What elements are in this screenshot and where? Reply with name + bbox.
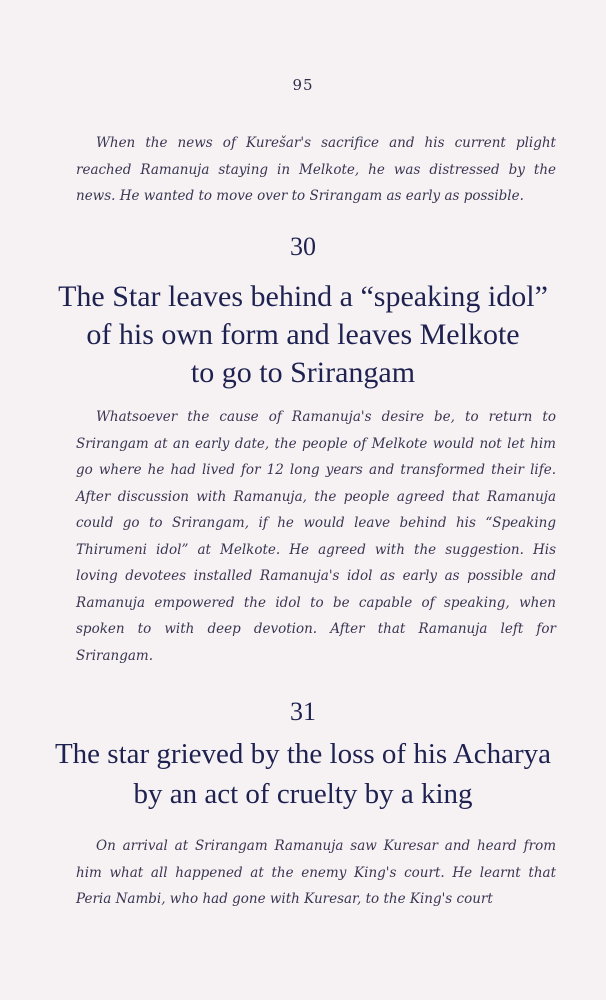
chapter-31-number: 31 <box>290 697 316 726</box>
chapter-30-title-line-3: to go to Srirangam <box>190 356 416 389</box>
chapter-30-number: 30 <box>290 232 316 261</box>
page-number: 95 <box>292 76 314 94</box>
chapter-30-title-line-2: of his own form and leaves Melkote <box>86 318 520 351</box>
chapter-31-title-line-2: by an act of cruelty by a king <box>133 778 473 810</box>
intro-paragraph: When the news of Kurešar's sacrifice and his current plight reached Ramanuja staying in Melkote, he was distressed by the news. He wanted to move over to Srirangam as early as possible. <box>76 135 556 204</box>
chapter-30-body: Whatsoever the cause of Ramanuja's desire be, to return to Srirangam at an early date, the people of Melkote would not let him go where he had lived for 12 long years and transformed their life. After discussion with Ramanuja, the people agreed that Ramanuja could go to Srirangam, if he would leave behind his “Speaking Thirumeni idol” at Melkote. He agreed with the suggestion. His loving devotees installed Ramanuja's idol as early as possible and Ramanuja empowered the idol to be capable of speaking, when spoken to with deep devotion. After that Ramanuja left for Srirangam. <box>76 409 556 664</box>
chapter-31-title-line-1: The star grieved by the loss of his Acharya <box>54 738 552 770</box>
chapter-31-body: On arrival at Srirangam Ramanuja saw Kuresar and heard from him what all happened at the enemy King's court. He learnt that Peria Nambi, who had gone with Kuresar, to the King's court <box>76 838 556 907</box>
chapter-30-title-line-1: The Star leaves behind a “speaking idol” <box>58 280 548 313</box>
